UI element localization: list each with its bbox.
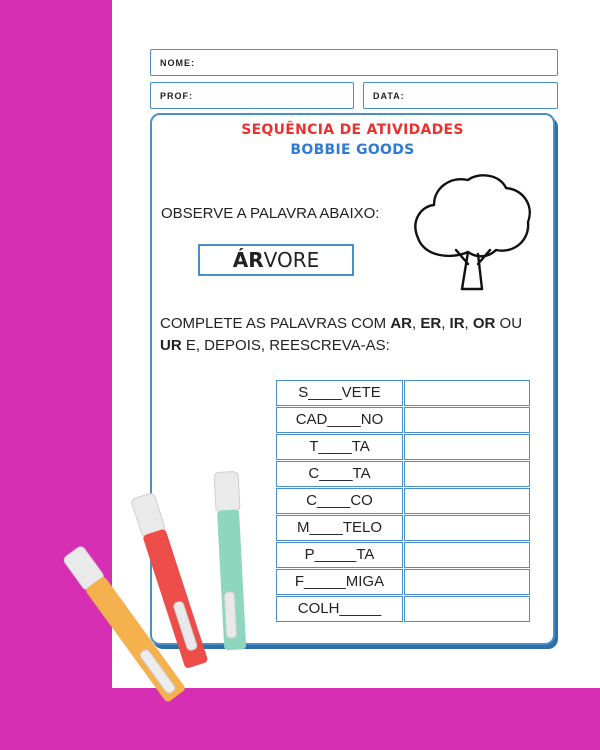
word-cell: CAD____NO <box>276 407 403 433</box>
syllable-or: OR <box>472 315 496 332</box>
answer-cell[interactable] <box>404 407 530 433</box>
complete-instruction-line-1 <box>160 315 522 332</box>
syllable-er: ER <box>420 315 442 332</box>
syllable-ir: IR <box>449 315 465 332</box>
answer-cell[interactable] <box>404 515 530 541</box>
table-row <box>276 596 530 622</box>
word-rest: VORE <box>263 248 320 272</box>
title-line-2: BOBBIE GOODS <box>290 142 415 158</box>
date-field[interactable] <box>363 82 558 109</box>
date-label: DATA: <box>373 91 405 101</box>
instr-comma: , <box>441 315 450 332</box>
word-cell: C____CO <box>276 488 403 514</box>
word-cell: P_____TA <box>276 542 403 568</box>
answer-cell[interactable] <box>404 461 530 487</box>
word-cell: T____TA <box>276 434 403 460</box>
word-cell: S____VETE <box>276 380 403 406</box>
prof-label: PROF: <box>160 91 193 101</box>
table-row <box>276 380 530 406</box>
title-line-1: SEQUÊNCIA DE ATIVIDADES <box>241 122 464 138</box>
word-bold-part: ÁR <box>232 248 264 272</box>
table-row <box>276 461 530 487</box>
word-cell: COLH_____ <box>276 596 403 622</box>
syllable-ur: UR <box>160 337 182 354</box>
table-row <box>276 488 530 514</box>
instr-text-2: E, DEPOIS, REESCREVA-AS: <box>181 337 390 354</box>
word-cell: M____TELO <box>276 515 403 541</box>
syllable-ar: AR <box>390 315 413 332</box>
table-row <box>276 515 530 541</box>
answer-cell[interactable] <box>404 488 530 514</box>
instr-comma: , <box>412 315 421 332</box>
answer-cell[interactable] <box>404 380 530 406</box>
name-field[interactable] <box>150 49 558 76</box>
table-row <box>276 434 530 460</box>
tree-icon <box>410 170 536 294</box>
instr-text: COMPLETE AS PALAVRAS COM <box>160 315 391 332</box>
instr-ou: OU <box>495 315 523 332</box>
word-box <box>198 244 354 276</box>
name-label: NOME: <box>160 58 195 68</box>
prof-field[interactable] <box>150 82 354 109</box>
answer-cell[interactable] <box>404 596 530 622</box>
observe-instruction: OBSERVE A PALAVRA ABAIXO: <box>161 205 380 222</box>
word-cell: F_____MIGA <box>276 569 403 595</box>
complete-instruction-line-2 <box>160 337 390 354</box>
instr-comma: , <box>464 315 473 332</box>
table-row <box>276 407 530 433</box>
answer-cell[interactable] <box>404 542 530 568</box>
table-row <box>276 542 530 568</box>
answer-cell[interactable] <box>404 569 530 595</box>
table-row <box>276 569 530 595</box>
answer-cell[interactable] <box>404 434 530 460</box>
word-cell: C____TA <box>276 461 403 487</box>
